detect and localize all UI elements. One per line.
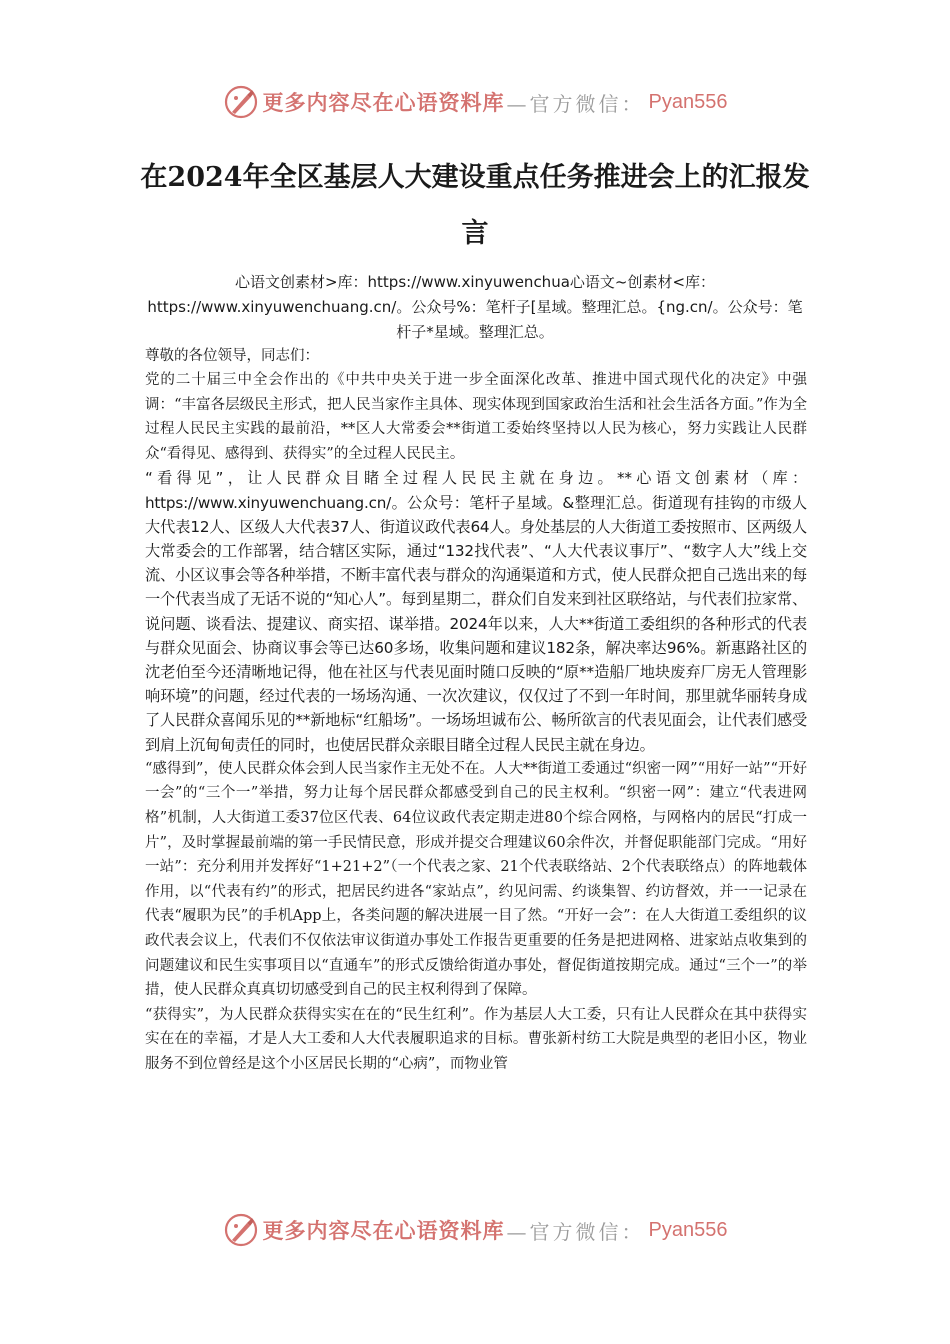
document-title: 在2024年全区基层人大建设重点任务推进会上的汇报发言 [140,162,810,249]
source-note: 心语文创素材>库：https://www.xinyuwenchua心语文~创素材<库：https://www.xinyuwenchuang.cn/。公众号%：笔杆子[星域。整理汇总。{ng.cn/。公众号：笔杆子*星域。整理汇总。 [147,273,803,341]
header-banner[interactable] [0,82,950,122]
footer-banner[interactable] [0,1210,950,1250]
banner-wechat-id: Pyan556 [648,90,728,113]
paragraph-3-huodeshi: “获得实”，为人民群众获得实实在在的“民生红利”。作为基层人大工委，只有让人民群众在其中获得实实在在的幸福，才是人大工委和人大代表履职追求的目标。曹张新村纺工大院是典型的老旧小区，物业服务不到位曾经是这个小区居民长期的“心病”，而物业管 [145,1006,807,1072]
banner-brand-text: 更多内容尽在心语资料库 [262,90,505,115]
paragraph-1-kandejian: “看得见”，让人民群众目睹全过程人民民主就在身边。**心语文创素材（库：https://www.xinyuwenchuang.cn/。公众号：笔杆子星域。&整理汇总。街道现有挂钩的市级人大代表12人、区级人大代表37人、街道议政代表64人。身处基层的人大街道工委按照市、区两级人大常委会的工作部署，结合辖区实际，通过“132找代表”、“人大代表议事厅”、“数字人大”线上交流、小区议事会等各种举措，不断丰富代表与群众的沟通渠道和方式，使人民群众把自己选出来的每一个代表当成了无话不说的“知心人”。每到星期二，群众们自发来到社区联络站，与代表们拉家常、说问题、谈看法、提建议、商实招、谋举措。2024年以来，人大**街道工委组织的各种形式的代表与群众见面会、协商议事会等已达60多场，收集问题和建议182条，解决率达96%。新惠路社区的沈老伯至今还清晰地记得，他在社区与代表见面时随口反映的“原**造船厂地块废弃厂房无人管理影响环境”的问题，经过代表的一场场沟通、一次次建议，仅仅过了不到一年时间，那里就华丽转身成了人民群众喜闻乐见的**新地标“红船场”。一场场坦诚布公、畅所欲言的代表见面会，让代表们感受到肩上沉甸甸责任的同时，也使居民群众亲眼目睹全过程人民民主就在身边。 [145,469,807,754]
document-body [145,344,807,1077]
banner-official-text: —官方微信： [506,1219,645,1244]
pen-nib-logo-icon [223,84,259,120]
banner-wechat-id: Pyan556 [648,1218,728,1241]
paragraph-1-intro: 党的二十届三中全会作出的《中共中央关于进一步全面深化改革、推进中国式现代化的决定》中强调：“丰富各层级民主形式，把人民当家作主具体、现实体现到国家政治生活和社会生活各方面。”作为全过程人民民主实践的最前沿，**区人大常委会**街道工委始终坚持以人民为核心，努力实践让人民群众“看得见、感得到、获得实”的全过程人民民主。 [145,372,807,462]
pen-nib-logo-icon [223,1212,259,1248]
banner-brand-text: 更多内容尽在心语资料库 [262,1218,505,1243]
banner-official-text: —官方微信： [506,91,645,116]
greeting-paragraph: 尊敬的各位领导，同志们： [145,348,319,364]
paragraph-2-gandedao: “感得到”，使人民群众体会到人民当家作主无处不在。人大**街道工委通过“织密一网”“用好一站”“开好一会”的“三个一”举措，努力让每个居民群众都感受到自己的民主权利。“织密一网”：建立“代表进网格”机制，人大街道工委37位区代表、64位议政代表定期走进80个综合网格，与网格内的居民“打成一片”，及时掌握最前端的第一手民情民意，形成并提交合理建议60余件次，并督促职能部门完成。“用好一站”：充分利用并发挥好“1+21+2”（一个代表之家、21个代表联络站、2个代表联络点）的阵地载体作用，以“代表有约”的形式，把居民约进各“家站点”，约见问需、约谈集智、约访督效，并一一记录在代表“履职为民”的手机App上，各类问题的解决进展一目了然。“开好一会”：在人大街道工委组织的议政代表会议上，代表们不仅依法审议街道办事处工作报告更重要的任务是把进网格、进家站点收集到的问题建议和民生实事项目以“直通车”的形式反馈给街道办事处，督促街道按期完成。通过“三个一”的举措，使人民群众真真切切感受到自己的民主权利得到了保障。 [145,760,807,999]
